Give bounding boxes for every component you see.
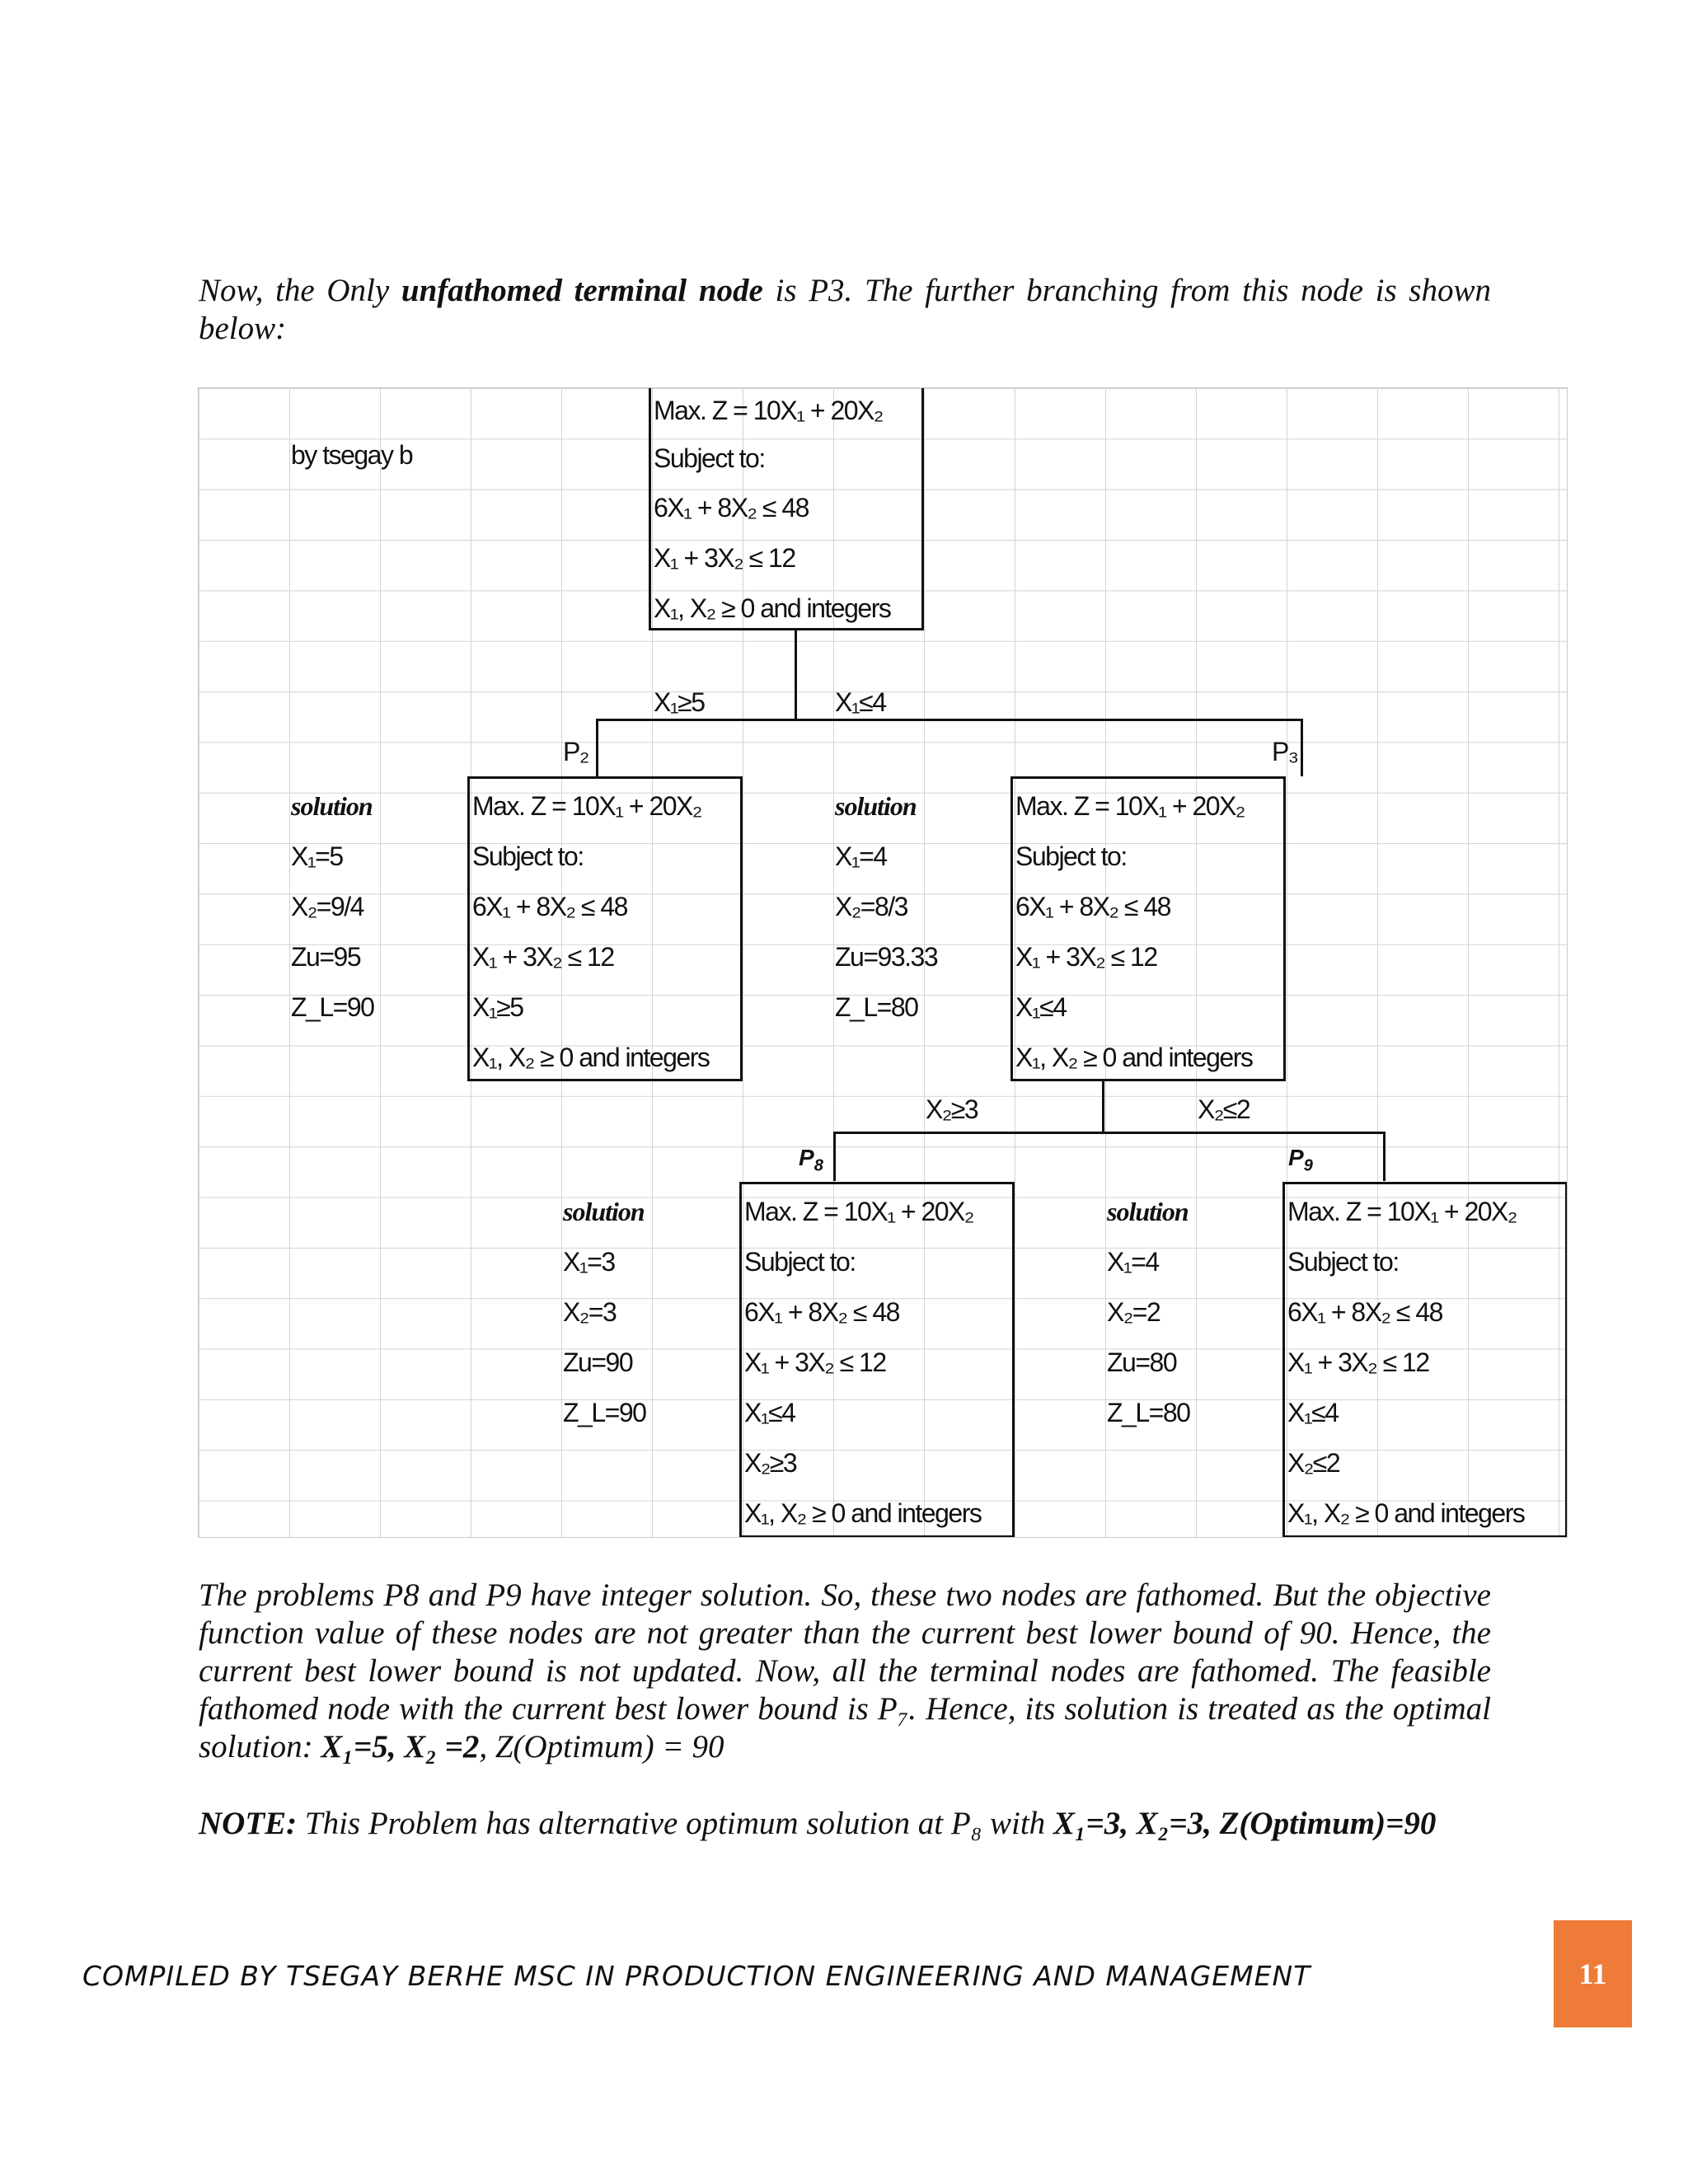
branch-label-left: X₁≥5 bbox=[654, 687, 705, 717]
page-number: 11 bbox=[1554, 1920, 1632, 2027]
p9-solution-value: Zu=80 bbox=[1107, 1347, 1177, 1377]
p9-line: 6X₁ + 8X₂ ≤ 48 bbox=[1287, 1297, 1442, 1327]
p8-solution-label: solution bbox=[563, 1197, 645, 1226]
p9-solution-value: Z_L=80 bbox=[1107, 1398, 1190, 1427]
conclusion-bold: X₁=5, X₂ =2 bbox=[321, 1729, 480, 1765]
node-label-p8: $P_8$ bbox=[799, 1145, 823, 1175]
p9-solution-label: solution bbox=[1107, 1197, 1189, 1226]
p8-solution-value: X₂=3 bbox=[563, 1297, 617, 1327]
conclusion-text: The problems P8 and P9 have integer solution. So, these two nodes are fathomed. But the objective function value of these nodes are not greater than the current best lower bound of 90. Hence, the current best lower bound is not updated. Now, all the terminal nodes are fathomed. The feasible fathomed node with the current best lower bound is P₇. Hence, its solution is treated as the optimal solution: bbox=[199, 1577, 1491, 1765]
p8-solution-value: X₁=3 bbox=[563, 1247, 615, 1277]
p9-line: X₁, X₂ ≥ 0 and integers bbox=[1287, 1498, 1525, 1528]
p2-solution-value: Z_L=90 bbox=[291, 992, 374, 1022]
branch-line bbox=[1301, 719, 1303, 776]
root-line: Subject to: bbox=[654, 443, 765, 473]
p2-line: X₁ + 3X₂ ≤ 12 bbox=[472, 942, 614, 972]
root-line: Max. Z = 10X₁ + 20X₂ bbox=[654, 396, 883, 425]
p3-solution-label: solution bbox=[835, 791, 917, 821]
p3-solution-value: Zu=93.33 bbox=[835, 942, 938, 972]
branch-label-right: X₁≤4 bbox=[835, 687, 886, 717]
branch-line bbox=[833, 1132, 836, 1181]
p3-line: X₁≤4 bbox=[1015, 992, 1067, 1022]
node-label-p2: P₂ bbox=[563, 737, 588, 766]
p3-solution-value: Z_L=80 bbox=[835, 992, 918, 1022]
p3-line: X₁ + 3X₂ ≤ 12 bbox=[1015, 942, 1157, 972]
p8-line: 6X₁ + 8X₂ ≤ 48 bbox=[744, 1297, 899, 1327]
p3-line: Subject to: bbox=[1015, 841, 1127, 871]
p2-line: Max. Z = 10X₁ + 20X₂ bbox=[472, 791, 701, 821]
branch-line bbox=[596, 719, 598, 776]
branch-line bbox=[596, 719, 1303, 721]
p8-line: Subject to: bbox=[744, 1247, 856, 1277]
p2-solution-value: Zu=95 bbox=[291, 942, 361, 972]
p2-line: Subject to: bbox=[472, 841, 584, 871]
root-line: X₁ + 3X₂ ≤ 12 bbox=[654, 543, 795, 573]
p3-node-box bbox=[1010, 776, 1286, 1081]
p9-line: X₁≤4 bbox=[1287, 1398, 1339, 1427]
p8-line: X₁, X₂ ≥ 0 and integers bbox=[744, 1498, 982, 1528]
p2-line: X₁≥5 bbox=[472, 992, 523, 1022]
footer-text: COMPILED BY TSEGAY BERHE MSC IN PRODUCTION ENGINEERING AND MANAGEMENT bbox=[82, 1960, 1311, 1992]
branch-label-left: X₂≥3 bbox=[926, 1094, 978, 1124]
note-bold: X₁=3, X₂=3, Z(Optimum)=90 bbox=[1053, 1806, 1437, 1841]
branch-line bbox=[1383, 1132, 1386, 1181]
p8-line: X₁ + 3X₂ ≤ 12 bbox=[744, 1347, 886, 1377]
branch-line bbox=[1102, 1081, 1104, 1134]
note-label: NOTE: bbox=[199, 1806, 298, 1841]
p3-line: Max. Z = 10X₁ + 20X₂ bbox=[1015, 791, 1245, 821]
node-label-p3: P₃ bbox=[1272, 737, 1298, 766]
p9-line: Max. Z = 10X₁ + 20X₂ bbox=[1287, 1197, 1517, 1226]
p8-solution-value: Z_L=90 bbox=[563, 1398, 646, 1427]
p8-line: X₁≤4 bbox=[744, 1398, 795, 1427]
p9-line: X₂≤2 bbox=[1287, 1448, 1340, 1478]
root-line: 6X₁ + 8X₂ ≤ 48 bbox=[654, 493, 809, 523]
p3-line: X₁, X₂ ≥ 0 and integers bbox=[1015, 1043, 1253, 1072]
note-paragraph bbox=[199, 1805, 1491, 1843]
intro-bold: unfathomed terminal node bbox=[401, 273, 763, 308]
node-label-p9: $P_9$ bbox=[1288, 1145, 1313, 1175]
note-text: This Problem has alternative optimum solution at P₈ with bbox=[297, 1806, 1053, 1841]
root-line: X₁, X₂ ≥ 0 and integers bbox=[654, 593, 891, 623]
branch-label-right: X₂≤2 bbox=[1198, 1094, 1250, 1124]
p3-solution-value: X₂=8/3 bbox=[835, 892, 907, 921]
p2-solution-label: solution bbox=[291, 791, 373, 821]
p9-solution-value: X₂=2 bbox=[1107, 1297, 1160, 1327]
intro-text-1: Now, the Only bbox=[199, 273, 401, 308]
intro-text-2: is P3. The further branching from this node is shown below: bbox=[199, 273, 1491, 346]
p2-solution-value: X₂=9/4 bbox=[291, 892, 363, 921]
p9-line: X₁ + 3X₂ ≤ 12 bbox=[1287, 1347, 1429, 1377]
p3-line: 6X₁ + 8X₂ ≤ 48 bbox=[1015, 892, 1170, 921]
conclusion-paragraph bbox=[199, 1577, 1491, 1766]
intro-paragraph bbox=[199, 272, 1491, 348]
branch-line bbox=[795, 630, 797, 721]
p8-line: X₂≥3 bbox=[744, 1448, 797, 1478]
branch-line bbox=[833, 1132, 1386, 1134]
conclusion-tail: , Z(Optimum) = 90 bbox=[479, 1729, 724, 1765]
p9-line: Subject to: bbox=[1287, 1247, 1399, 1277]
p3-solution-value: X₁=4 bbox=[835, 841, 887, 871]
spreadsheet-tree bbox=[198, 387, 1568, 1538]
p2-node-box bbox=[467, 776, 743, 1081]
p2-line: 6X₁ + 8X₂ ≤ 48 bbox=[472, 892, 627, 921]
p9-solution-value: X₁=4 bbox=[1107, 1247, 1159, 1277]
p2-line: X₁, X₂ ≥ 0 and integers bbox=[472, 1043, 710, 1072]
watermark-text: by tsegay b bbox=[291, 440, 413, 470]
p8-solution-value: Zu=90 bbox=[563, 1347, 633, 1377]
p8-line: Max. Z = 10X₁ + 20X₂ bbox=[744, 1197, 973, 1226]
p2-solution-value: X₁=5 bbox=[291, 841, 343, 871]
